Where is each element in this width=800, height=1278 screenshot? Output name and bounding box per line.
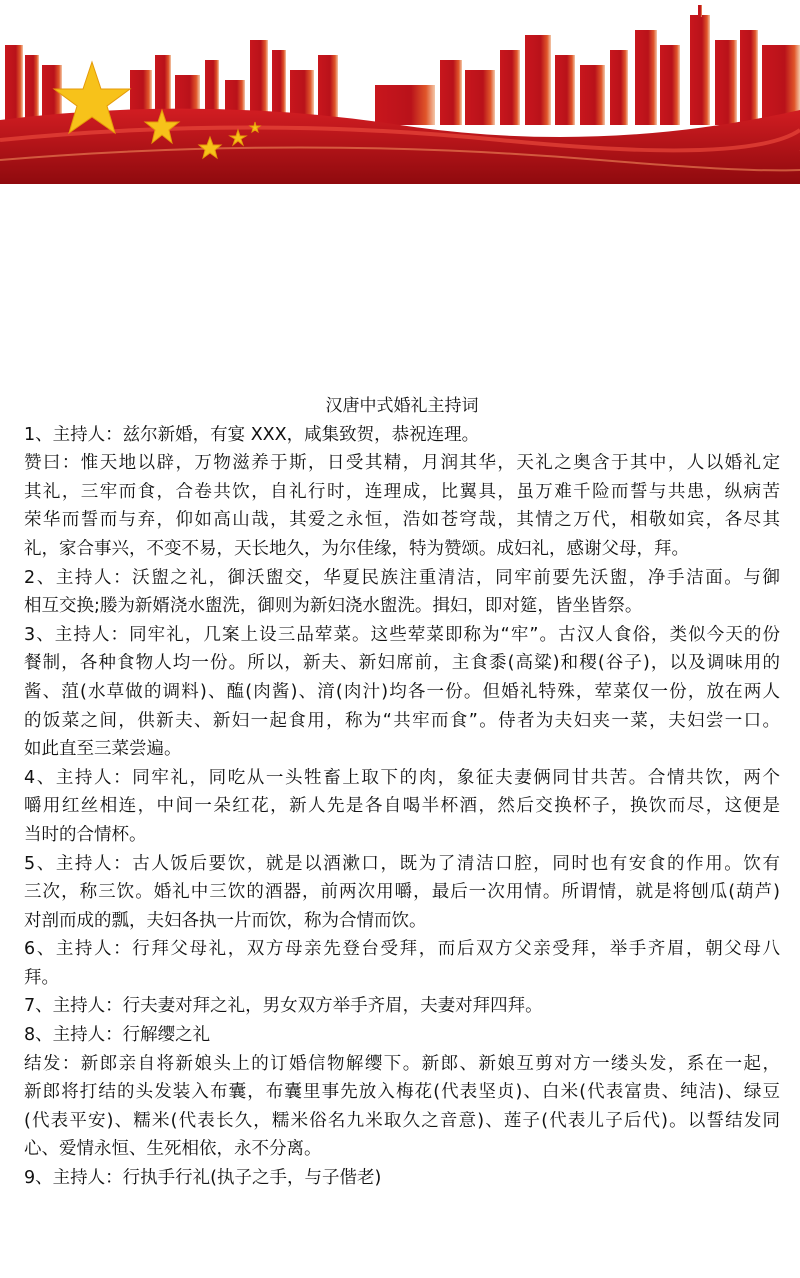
document-body <box>24 392 780 1193</box>
text-line: 当时的合情杯。 <box>24 824 147 845</box>
text-line: 7、主持人：行夫妻对拜之礼，男女双方举手齐眉，夫妻对拜四拜。 <box>24 996 543 1017</box>
text-line: 结发：新郎亲自将新娘头上的订婚信物解缨下。新郎、新娘互剪对方一缕头发，系在一起， <box>24 1053 780 1074</box>
text-line: 心、爱情永恒、生死相依，永不分离。 <box>24 1139 322 1160</box>
text-line: 6、主持人：行拜父母礼，双方母亲先登台受拜，而后双方父亲受拜，举手齐眉，朝父母八 <box>24 939 780 960</box>
text-line: 8、主持人：行解缨之礼 <box>24 1025 211 1046</box>
paragraph <box>24 850 780 936</box>
paragraph <box>24 935 780 992</box>
text-line: 拜。 <box>24 967 59 988</box>
paragraph <box>24 1164 780 1193</box>
text-line: 如此直至三菜尝遍。 <box>24 739 182 760</box>
text-line: 新郎将打结的头发装入布囊，布囊里事先放入梅花(代表坚贞)、白米(代表富贵、纯洁)、绿豆 <box>24 1082 780 1103</box>
text-line: 相互交换;媵为新婿浇水盥洗，御则为新妇浇水盥洗。揖妇，即对筵，皆坐皆祭。 <box>24 596 643 617</box>
text-line: 酱、菹(水草做的调料)、醢(肉酱)、湇(肉汁)均各一份。但婚礼特殊，荤菜仅一份，放在两人 <box>24 681 780 702</box>
text-line: 对剖而成的瓢，夫妇各执一片而饮，称为合情而饮。 <box>24 910 427 931</box>
paragraph <box>24 621 780 764</box>
text-line: 5、主持人：古人饭后要饮，就是以酒漱口，既为了清洁口腔，同时也有安食的作用。饮有 <box>24 853 780 874</box>
paragraph-list <box>24 421 780 1193</box>
text-line: (代表平安)、糯米(代表长久，糯米俗名九米取久之音意)、莲子(代表儿子后代)。以誓结发同 <box>24 1110 780 1131</box>
skyline-buildings <box>5 5 800 125</box>
paragraph <box>24 764 780 850</box>
text-line: 荣华而誓而与弃，仰如高山哉，其爱之永恒，浩如苍穹哉，其情之万代，相敬如宾，各尽其 <box>24 510 780 531</box>
text-line: 2、主持人：沃盥之礼，御沃盥交，华夏民族注重清洁，同牢前要先沃盥，净手洁面。与御 <box>24 567 780 588</box>
text-line: 赞曰：惟天地以辟，万物滋养于斯，日受其精，月润其华，天礼之奥含于其中，人以婚礼定 <box>24 453 780 474</box>
paragraph <box>24 421 780 450</box>
paragraph <box>24 449 780 563</box>
paragraph <box>24 564 780 621</box>
text-line: 的饭菜之间，供新夫、新妇一起食用，称为“共牢而食”。侍者为夫妇夹一菜，夫妇尝一口。 <box>24 710 780 731</box>
text-line: 3、主持人：同牢礼，几案上设三品荤菜。这些荤菜即称为“牢”。古汉人食俗，类似今天的份 <box>24 624 780 645</box>
text-line: 三次，称三饮。婚礼中三饮的酒器，前两次用嚼，最后一次用情。所谓情，就是将刨瓜(葫芦) <box>24 882 780 903</box>
paragraph <box>24 992 780 1021</box>
text-line: 嚼用红丝相连，中间一朵红花，新人先是各自喝半杯酒，然后交换杯子，换饮而尽，这便是 <box>24 796 780 817</box>
text-line: 1、主持人：兹尔新婚，有宴 XXX，咸集致贺，恭祝连理。 <box>24 424 480 445</box>
text-line: 餐制，各种食物人均一份。所以，新夫、新妇席前，主食黍(高粱)和稷(谷子)，以及调味用的 <box>24 653 780 674</box>
text-line: 其礼，三牢而食，合卷共饮，自礼行时，连理成，比翼具，虽万难千险而誓与共患，纵病苦 <box>24 481 780 502</box>
city-skyline-banner <box>0 0 800 184</box>
paragraph <box>24 1021 780 1050</box>
text-line: 4、主持人：同牢礼，同吃从一头牲畜上取下的肉，象征夫妻俩同甘共苦。合情共饮，两个 <box>24 767 780 788</box>
document-title: 汉唐中式婚礼主持词 <box>325 396 479 416</box>
text-line: 9、主持人：行执手行礼(执子之手，与子偕老) <box>24 1168 382 1189</box>
text-line: 礼，家合事兴，不变不易，天长地久，为尔佳缘，特为赞颂。成妇礼，感谢父母，拜。 <box>24 538 689 559</box>
paragraph <box>24 1050 780 1164</box>
